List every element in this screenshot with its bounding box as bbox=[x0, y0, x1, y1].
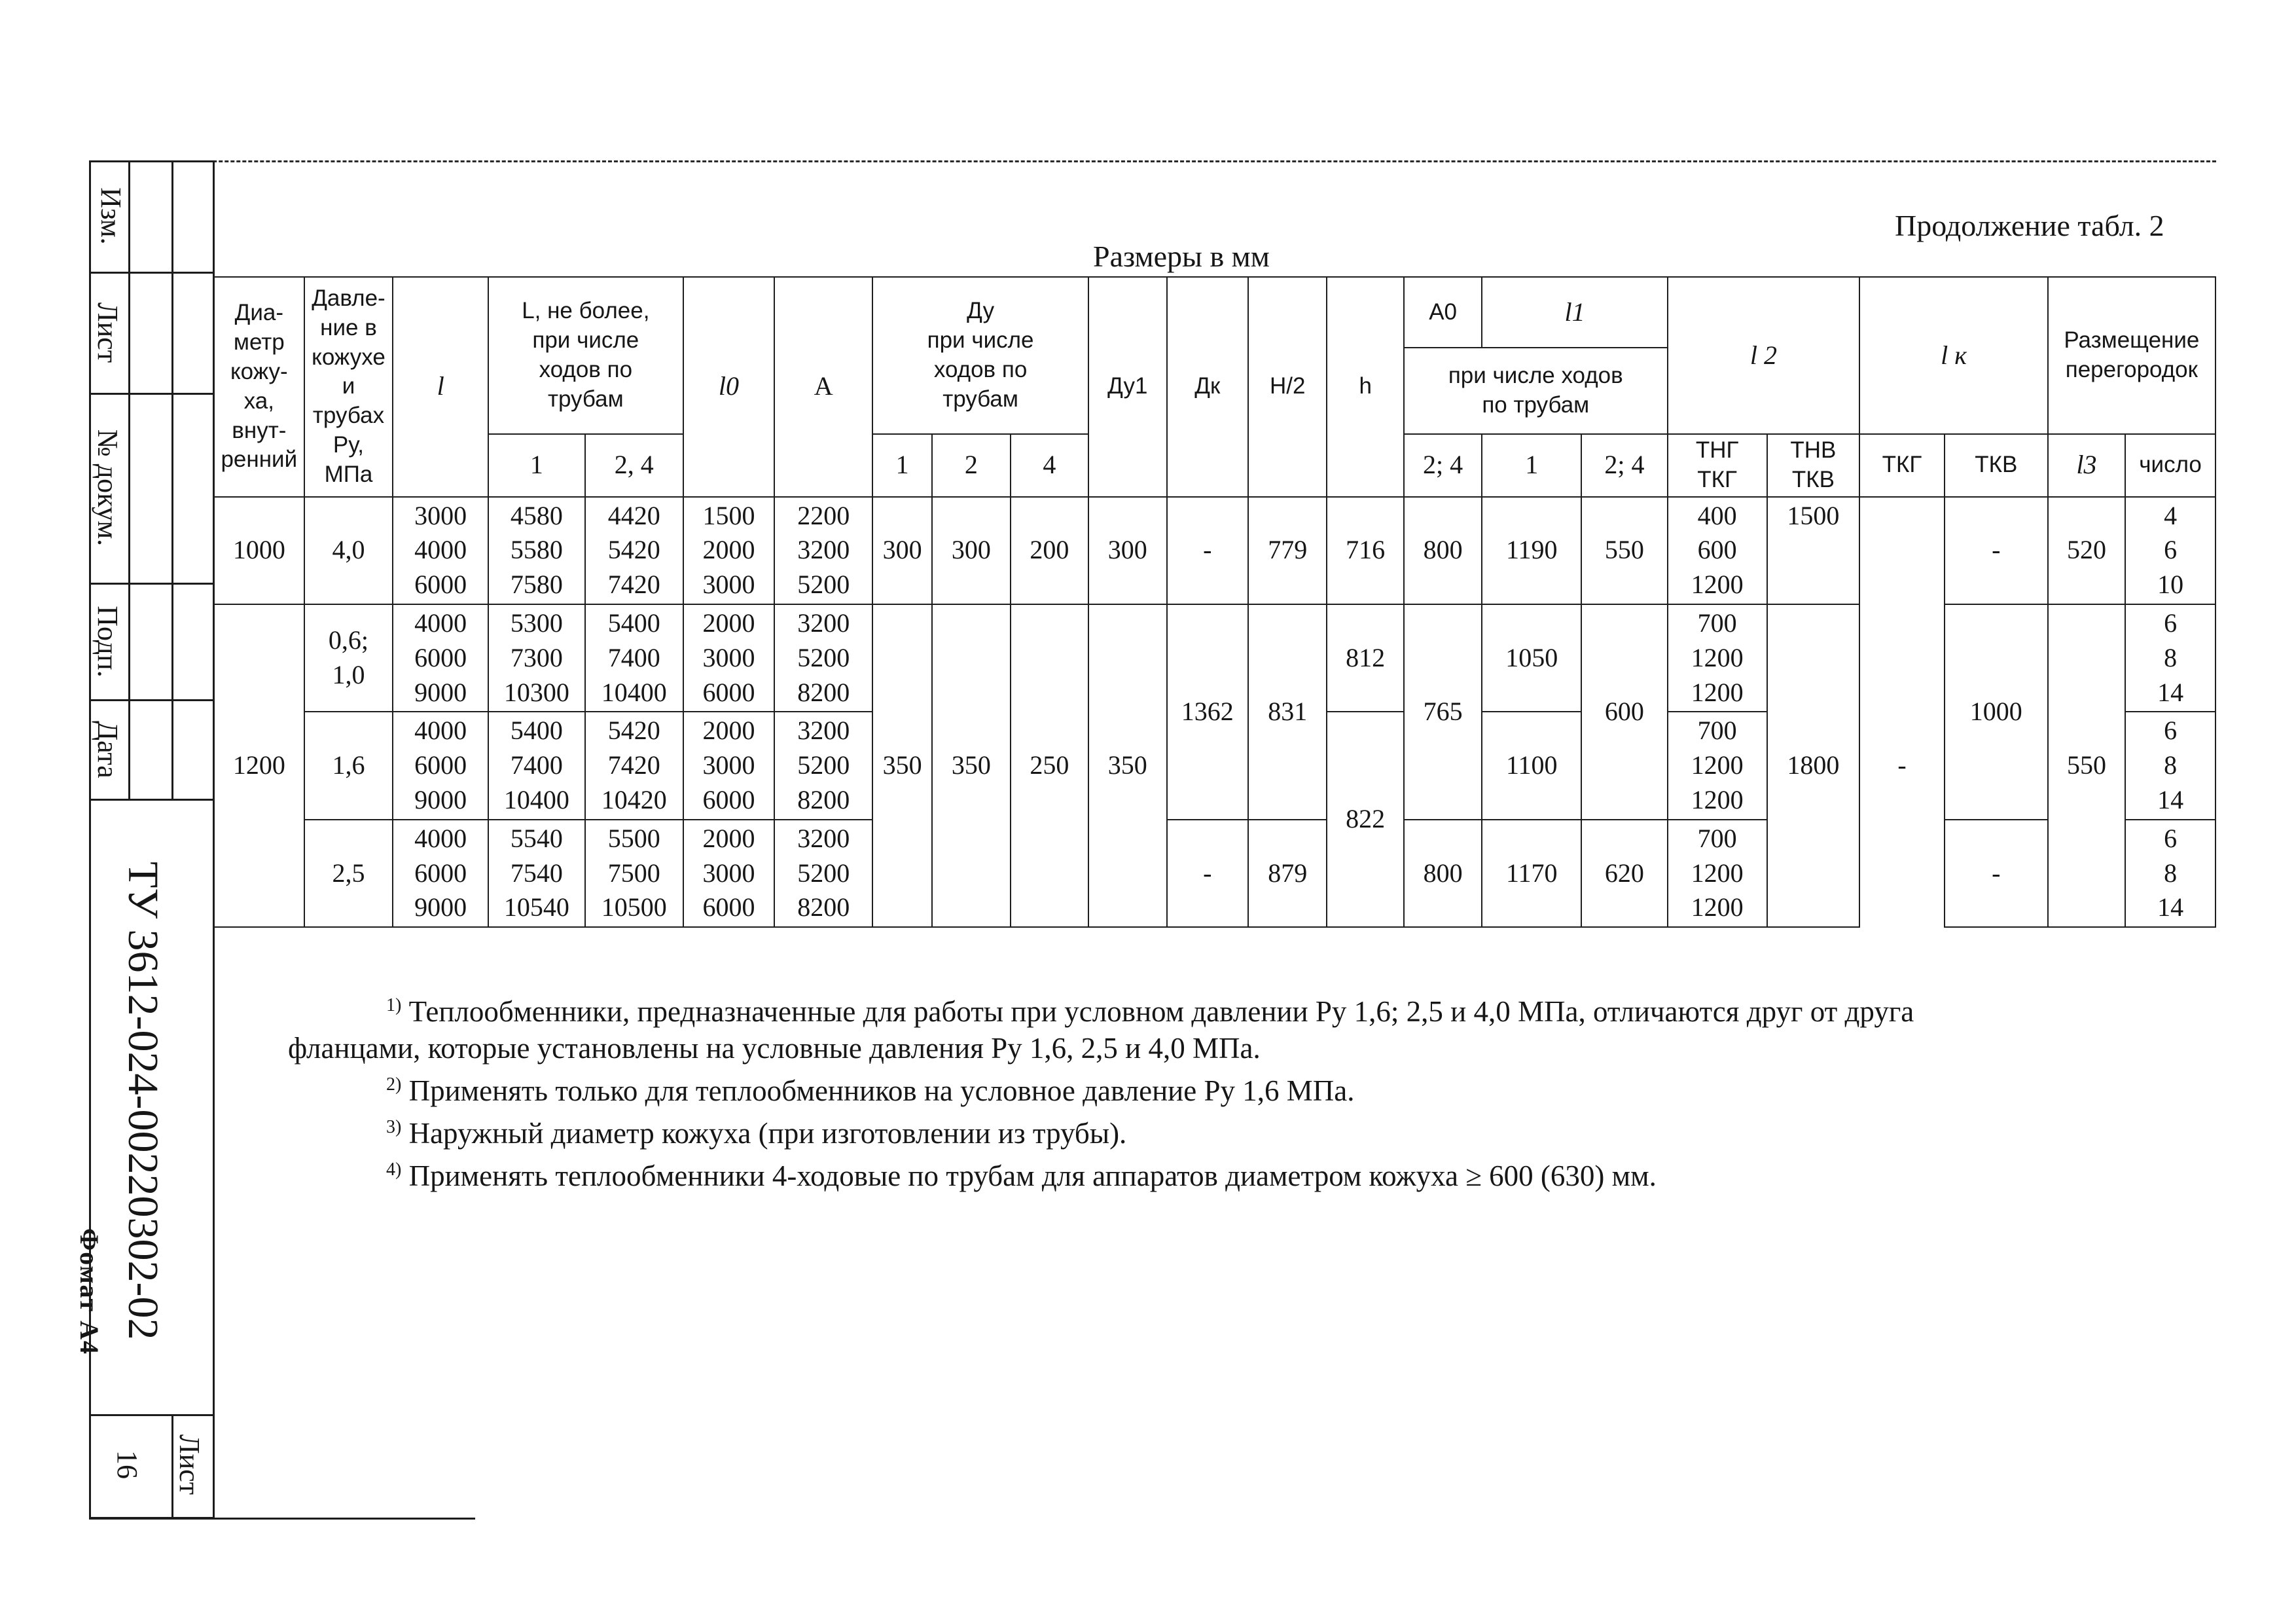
cell-l: 4000 6000 9000 bbox=[393, 820, 488, 927]
cell-A: 3200 5200 8200 bbox=[774, 604, 872, 712]
col-header-l1-1: 1 bbox=[1482, 434, 1581, 497]
col-header-l2-thv: ТНВ ТКВ bbox=[1767, 434, 1860, 497]
col-header-lk-tkg: ТКГ bbox=[1859, 434, 1945, 497]
cell-A0: 765 bbox=[1404, 604, 1482, 820]
dimensions-table bbox=[213, 276, 2216, 928]
footnote-4 bbox=[288, 1152, 2219, 1194]
footnote-text: фланцами, которые установлены на условные давления Ру 1,6, 2,5 и 4,0 МПа. bbox=[288, 1032, 1261, 1065]
cell-dy2: 350 bbox=[932, 604, 1010, 927]
cell-l2-thv: 1500 bbox=[1767, 497, 1860, 604]
footnote-marker: 2) bbox=[386, 1074, 402, 1095]
cell-count: 4 6 10 bbox=[2125, 497, 2215, 604]
cell-diameter: 1000 bbox=[214, 497, 304, 604]
stamp-label-list: Лист bbox=[92, 302, 124, 363]
cell-lk-tkv: - bbox=[1945, 497, 2048, 604]
cell-L24: 5420 7420 10420 bbox=[585, 712, 683, 819]
cell-pressure: 1,6 bbox=[304, 712, 393, 819]
col-header-l1: l1 bbox=[1482, 277, 1667, 348]
cell-pressure: 2,5 bbox=[304, 820, 393, 927]
col-header-l0: l0 bbox=[683, 277, 775, 497]
cell-l2-thg: 400 600 1200 bbox=[1668, 497, 1767, 604]
cell-L1: 5400 7400 10400 bbox=[488, 712, 585, 819]
cell-l0: 1500 2000 3000 bbox=[683, 497, 775, 604]
col-header-L-1: 1 bbox=[488, 434, 585, 497]
cell-l2-thg: 700 1200 1200 bbox=[1668, 820, 1767, 927]
document-code: ТУ 3612-024-00220302-02 bbox=[119, 862, 167, 1340]
cell-dy2: 300 bbox=[932, 497, 1010, 604]
col-header-H2: Н/2 bbox=[1248, 277, 1327, 497]
cell-h: 716 bbox=[1327, 497, 1403, 604]
cell-l2-thg: 700 1200 1200 bbox=[1668, 604, 1767, 712]
col-header-l1-24: 2; 4 bbox=[1581, 434, 1668, 497]
cell-H2: 879 bbox=[1248, 820, 1327, 927]
cell-Dk: - bbox=[1167, 497, 1249, 604]
col-header-Dy-4: 4 bbox=[1011, 434, 1088, 497]
cell-l0: 2000 3000 6000 bbox=[683, 604, 775, 712]
col-header-lk: l к bbox=[1859, 277, 2047, 434]
cell-l0: 2000 3000 6000 bbox=[683, 820, 775, 927]
cell-lk-tkg bbox=[1859, 497, 1945, 604]
format-label: Фомат А4 bbox=[75, 1228, 104, 1356]
units-label: Размеры в мм bbox=[1093, 240, 1270, 273]
cell-l1-24: 550 bbox=[1581, 497, 1668, 604]
col-header-pressure: Давле- ние в кожухе и трубах Ру, МПа bbox=[304, 277, 393, 497]
footnote-1 bbox=[288, 987, 2219, 1030]
footnote-marker: 1) bbox=[386, 995, 402, 1015]
footnote-1-continued bbox=[288, 1030, 2219, 1067]
cell-Dy1: 350 bbox=[1088, 604, 1166, 927]
cell-L24: 4420 5420 7420 bbox=[585, 497, 683, 604]
col-header-l: l bbox=[393, 277, 488, 497]
cell-lk-tkv: - bbox=[1945, 820, 2048, 927]
cell-dy1: 300 bbox=[872, 497, 932, 604]
cell-lk-tkv: 1000 bbox=[1945, 604, 2048, 820]
cell-l1-24: 600 bbox=[1581, 604, 1668, 820]
cell-h: 822 bbox=[1327, 712, 1403, 927]
footnote-text: Применять теплообменники 4-ходовые по трубам для аппаратов диаметром кожуха ≥ 600 (630) мм. bbox=[408, 1159, 1657, 1192]
col-header-l2: l 2 bbox=[1668, 277, 1860, 434]
cell-l: 4000 6000 9000 bbox=[393, 712, 488, 819]
stamp-divider bbox=[89, 393, 213, 395]
footnotes bbox=[288, 987, 2219, 1194]
cell-L1: 5540 7540 10540 bbox=[488, 820, 585, 927]
cell-l3: 550 bbox=[2048, 604, 2125, 927]
cell-dy4: 250 bbox=[1011, 604, 1088, 927]
col-header-Dy: Ду при числе ходов по трубам bbox=[872, 277, 1088, 434]
cell-pressure: 4,0 bbox=[304, 497, 393, 604]
col-header-count: число bbox=[2125, 434, 2215, 497]
cell-L1: 4580 5580 7580 bbox=[488, 497, 585, 604]
col-header-baffles: Размещение перегородок bbox=[2048, 277, 2215, 434]
cell-L24: 5500 7500 10500 bbox=[585, 820, 683, 927]
sheet-label: Лист bbox=[173, 1434, 206, 1495]
cell-H2: 831 bbox=[1248, 604, 1327, 820]
stamp-divider bbox=[89, 799, 213, 801]
col-header-h: h bbox=[1327, 277, 1403, 497]
footnote-2 bbox=[288, 1067, 2219, 1109]
cell-count: 6 8 14 bbox=[2125, 604, 2215, 712]
cell-h: 812 bbox=[1327, 604, 1403, 712]
cell-l1-1: 1050 bbox=[1482, 604, 1581, 712]
cell-A0: 800 bbox=[1404, 820, 1482, 927]
footnote-text: Теплообменники, предназначенные для работы при условном давлении Ру 1,6; 2,5 и 4,0 МПа, отличаются друг от друга bbox=[408, 995, 1914, 1028]
cell-l2-thg: 700 1200 1200 bbox=[1668, 712, 1767, 819]
col-header-L-24: 2, 4 bbox=[585, 434, 683, 497]
cell-l3: 520 bbox=[2048, 497, 2125, 604]
cell-H2: 779 bbox=[1248, 497, 1327, 604]
stamp-divider bbox=[171, 160, 173, 799]
footnote-text: Применять только для теплообменников на условное давление Ру 1,6 МПа. bbox=[408, 1074, 1355, 1107]
col-header-L: L, не более, при числе ходов по трубам bbox=[488, 277, 683, 434]
cell-dy4: 200 bbox=[1011, 497, 1088, 604]
col-header-Dk: Дк bbox=[1167, 277, 1249, 497]
stamp-label-izm: Изм. bbox=[95, 187, 127, 245]
cell-A: 2200 3200 5200 bbox=[774, 497, 872, 604]
cell-A: 3200 5200 8200 bbox=[774, 712, 872, 819]
stamp-label-date: Дата bbox=[92, 721, 124, 778]
sheet-number: 16 bbox=[111, 1450, 143, 1479]
cell-Dk: - bbox=[1167, 820, 1249, 927]
cell-Dy1: 300 bbox=[1088, 497, 1166, 604]
cell-l1-1: 1170 bbox=[1482, 820, 1581, 927]
frame-bottom-line bbox=[89, 1518, 475, 1520]
cell-l1-1: 1100 bbox=[1482, 712, 1581, 819]
frame-top-line bbox=[89, 160, 2216, 162]
cell-Dk: 1362 bbox=[1167, 604, 1249, 820]
footnote-marker: 3) bbox=[386, 1117, 402, 1137]
cell-A: 3200 5200 8200 bbox=[774, 820, 872, 927]
cell-L1: 5300 7300 10300 bbox=[488, 604, 585, 712]
footnote-3 bbox=[288, 1109, 2219, 1152]
cell-diameter: 1200 bbox=[214, 604, 304, 927]
cell-l2-thv: 1800 bbox=[1767, 604, 1860, 927]
cell-L24: 5400 7400 10400 bbox=[585, 604, 683, 712]
col-header-Dy1: Ду1 bbox=[1088, 277, 1166, 497]
stamp-divider bbox=[89, 272, 213, 274]
col-header-A0-24: 2; 4 bbox=[1404, 434, 1482, 497]
col-header-A: А bbox=[774, 277, 872, 497]
stamp-divider bbox=[89, 583, 213, 585]
col-header-passes: при числе ходов по трубам bbox=[1404, 348, 1668, 434]
col-header-A0: А0 bbox=[1404, 277, 1482, 348]
cell-dy1: 350 bbox=[872, 604, 932, 927]
cell-l: 3000 4000 6000 bbox=[393, 497, 488, 604]
cell-lk-tkg: - bbox=[1859, 604, 1945, 927]
stamp-label-signature: Подп. bbox=[92, 606, 124, 678]
cell-l1-24: 620 bbox=[1581, 820, 1668, 927]
col-header-lk-tkv: ТКВ bbox=[1945, 434, 2048, 497]
cell-l1-1: 1190 bbox=[1482, 497, 1581, 604]
cell-count: 6 8 14 bbox=[2125, 712, 2215, 819]
footnote-text: Наружный диаметр кожуха (при изготовлении из трубы). bbox=[408, 1117, 1127, 1150]
col-header-diameter: Диа- метр кожу- ха, внут- ренний bbox=[214, 277, 304, 497]
col-header-Dy-2: 2 bbox=[932, 434, 1010, 497]
cell-l0: 2000 3000 6000 bbox=[683, 712, 775, 819]
stamp-divider bbox=[128, 160, 130, 799]
cell-A0: 800 bbox=[1404, 497, 1482, 604]
col-header-l3: l3 bbox=[2048, 434, 2125, 497]
stamp-label-doc-number: № докум. bbox=[92, 429, 124, 547]
col-header-l2-thg: ТНГ ТКГ bbox=[1668, 434, 1767, 497]
cell-pressure: 0,6; 1,0 bbox=[304, 604, 393, 712]
continuation-label: Продолжение табл. 2 bbox=[1895, 209, 2164, 242]
stamp-divider bbox=[89, 1414, 213, 1416]
cell-count: 6 8 14 bbox=[2125, 820, 2215, 927]
col-header-Dy-1: 1 bbox=[872, 434, 932, 497]
cell-l: 4000 6000 9000 bbox=[393, 604, 488, 712]
stamp-divider bbox=[89, 699, 213, 701]
footnote-marker: 4) bbox=[386, 1159, 402, 1180]
